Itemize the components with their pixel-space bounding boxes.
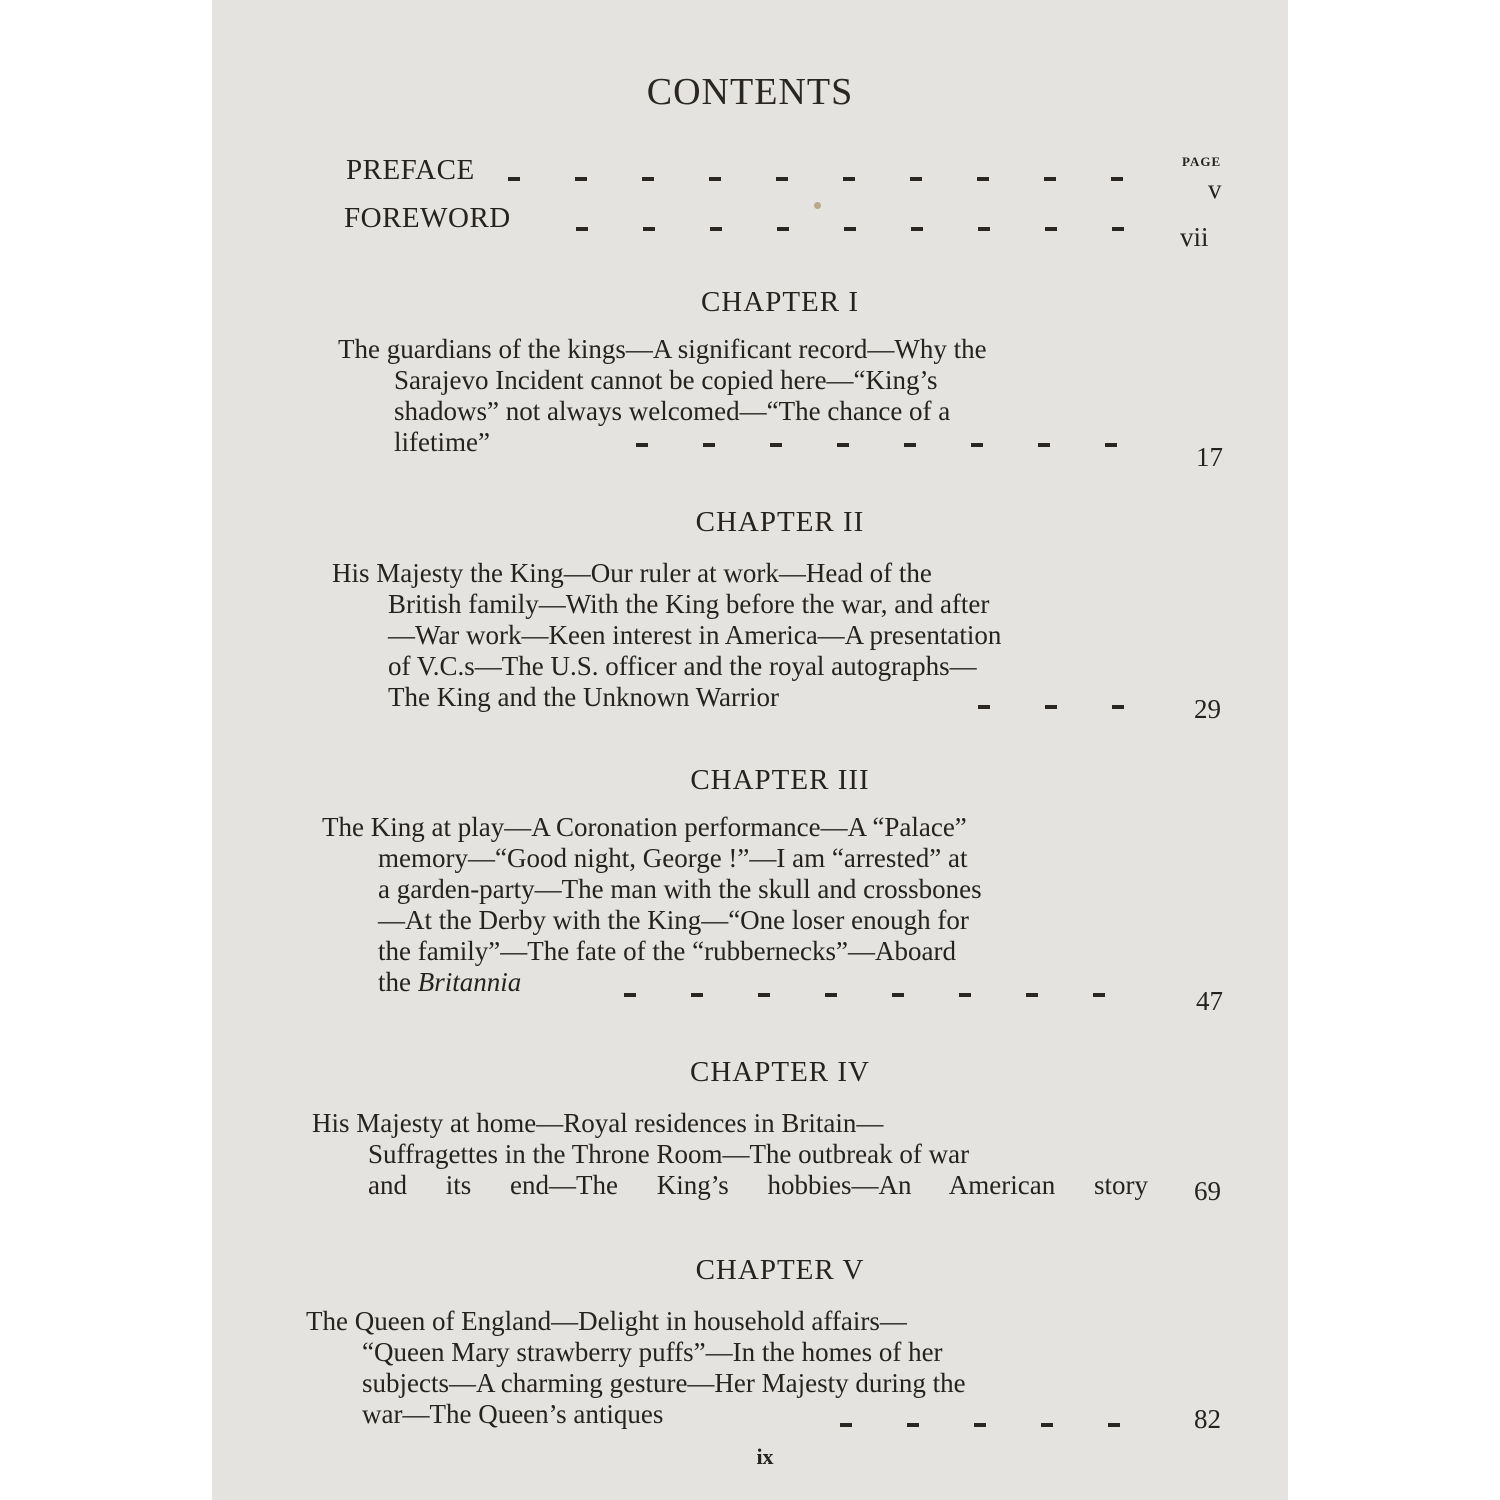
chapter-page-number: 29 <box>1194 694 1221 724</box>
description-line: —War work—Keen interest in America—A presentation <box>388 620 1002 650</box>
description-line: The Queen of England—Delight in household affairs— <box>306 1306 907 1336</box>
description-line: —At the Derby with the King—“One loser enough for <box>378 905 969 935</box>
leader-dots <box>840 1420 1158 1430</box>
chapter-page-number: 69 <box>1194 1176 1221 1206</box>
description-line: a garden-party—The man with the skull and crossbones <box>378 874 982 904</box>
chapter-heading: CHAPTER II <box>695 506 865 538</box>
foreword-leader-dots <box>576 224 1158 234</box>
chapter-heading: CHAPTER III <box>690 764 870 796</box>
chapter-description <box>306 1306 1148 1430</box>
paper-spot <box>814 202 821 209</box>
ship-name: Britannia <box>417 967 522 997</box>
foreword-page-number: vii <box>1180 222 1209 252</box>
leader-dots <box>636 440 1158 450</box>
description-line: British family—With the King before the war, and after <box>388 589 990 619</box>
chapter-page-number: 17 <box>1196 442 1223 472</box>
description-line: His Majesty the King—Our ruler at work—Head of the <box>332 558 932 588</box>
chapter-page-number: 82 <box>1194 1404 1221 1434</box>
description-line: “Queen Mary strawberry puffs”—In the homes of her <box>362 1337 943 1367</box>
chapter-description <box>322 812 1148 998</box>
book-page <box>212 0 1288 1500</box>
chapter-heading: CHAPTER IV <box>690 1056 870 1088</box>
page-title: CONTENTS <box>646 71 854 113</box>
description-line: of V.C.s—The U.S. officer and the royal autographs— <box>388 651 977 681</box>
page-folio: ix <box>756 1444 774 1469</box>
description-line: war—The Queen’s antiques <box>362 1399 664 1429</box>
chapter-description <box>332 558 1148 713</box>
chapter-heading: CHAPTER V <box>695 1254 865 1286</box>
description-line: the family”—The fate of the “rubbernecks”—Aboard <box>378 936 956 966</box>
preface-label: PREFACE <box>346 154 475 186</box>
chapter-heading: CHAPTER I <box>700 286 860 318</box>
chapter-description <box>312 1108 1148 1201</box>
description-line: The King at play—A Coronation performance—A “Palace” <box>322 812 967 842</box>
preface-leader-dots <box>508 174 1158 184</box>
page-column-heading: PAGE <box>1182 154 1222 169</box>
description-line: and its end—The King’s hobbies—An American story <box>368 1170 1148 1200</box>
description-line: His Majesty at home—Royal residences in Britain— <box>312 1108 884 1138</box>
chapter-page-number: 47 <box>1196 986 1223 1016</box>
leader-dots <box>978 702 1158 712</box>
preface-page-number: v <box>1208 174 1222 204</box>
description-line: shadows” not always welcomed—“The chance of a <box>394 396 951 426</box>
description-line: lifetime” <box>394 427 490 457</box>
description-line: memory—“Good night, George !”—I am “arrested” at <box>378 843 968 873</box>
description-line: the Britannia <box>378 967 522 997</box>
description-line: Sarajevo Incident cannot be copied here—“King’s <box>394 365 938 395</box>
description-line: subjects—A charming gesture—Her Majesty during the <box>362 1368 966 1398</box>
description-line: The guardians of the kings—A significant record—Why the <box>338 334 987 364</box>
leader-dots <box>624 990 1158 1000</box>
description-line: Suffragettes in the Throne Room—The outbreak of war <box>368 1139 970 1169</box>
description-line: The King and the Unknown Warrior <box>388 682 779 712</box>
foreword-label: FOREWORD <box>344 202 511 234</box>
